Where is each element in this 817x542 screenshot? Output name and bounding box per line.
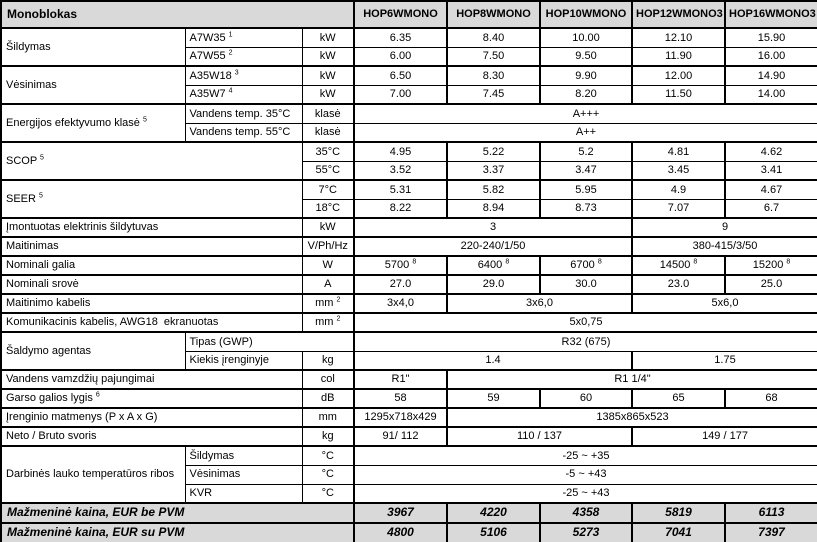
row-sublabel: Vandens temp. 35°C: [185, 104, 302, 123]
unit-cell: dB: [302, 389, 354, 408]
value-cell: 7.50: [447, 47, 540, 66]
table-row: [1, 332, 817, 351]
value-cell: 3x6,0: [447, 294, 632, 313]
value-cell: 58: [354, 389, 447, 408]
value-cell: 8.30: [447, 66, 540, 85]
value-cell: 4.9: [632, 180, 725, 199]
price-value-cell: 4220: [447, 503, 540, 523]
row-label: SEER $^5$: [1, 180, 302, 218]
table-row: [1, 275, 817, 294]
footnote-marker: 5: [39, 192, 43, 200]
value-cell: 59: [447, 389, 540, 408]
value-cell: A++: [354, 123, 817, 142]
row-label: Vandens vamzdžių pajungimai: [1, 370, 302, 389]
value-cell: 3.45: [632, 161, 725, 180]
footnote-marker: 5: [142, 116, 147, 124]
footnote-marker: 8: [597, 258, 602, 266]
footnote-marker: 4: [228, 87, 233, 95]
value-cell: 5700 $^8$: [354, 256, 447, 275]
value-cell: 14.00: [725, 85, 817, 104]
footnote-marker: 2: [336, 315, 341, 323]
value-cell: 5x6,0: [632, 294, 817, 313]
row-label: Darbinės lauko temperatūros ribos: [1, 446, 185, 503]
value-cell: 15.90: [725, 28, 817, 47]
value-cell: 91/ 112: [354, 427, 447, 446]
row-label: Įrenginio matmenys (P x A x G): [1, 408, 302, 427]
table-row: [1, 294, 817, 313]
value-cell: 9: [632, 218, 817, 237]
unit-cell: kW: [302, 218, 354, 237]
unit-cell: col: [302, 370, 354, 389]
column-header: HOP12WMONO3: [632, 1, 725, 28]
unit-cell: kW: [302, 66, 354, 85]
row-sublabel: KVR: [185, 484, 302, 503]
row-label: Energijos efektyvumo klasė $^5$: [1, 104, 185, 142]
value-cell: 6.35: [354, 28, 447, 47]
value-cell: 3.52: [354, 161, 447, 180]
value-cell: 5.82: [447, 180, 540, 199]
row-sublabel: Vėsinimas: [185, 465, 302, 484]
table-row: [1, 218, 817, 237]
value-cell: 3: [354, 218, 632, 237]
value-cell: 1295x718x429: [354, 408, 447, 427]
footnote-marker: 3: [234, 69, 239, 77]
value-cell: 9.50: [540, 47, 632, 66]
value-cell: 149 / 177: [632, 427, 817, 446]
price-value-cell: 3967: [354, 503, 447, 523]
value-cell: 8.73: [540, 199, 632, 218]
unit-cell: °C: [302, 446, 354, 465]
value-cell: 5.22: [447, 142, 540, 161]
value-cell: -25 ~ +35: [354, 446, 817, 465]
value-cell: R32 (675): [354, 332, 817, 351]
table-row: [1, 370, 817, 389]
value-cell: 110 / 137: [447, 427, 632, 446]
table-row: [1, 180, 817, 199]
unit-cell: klasė: [302, 104, 354, 123]
row-sublabel: Tipas (GWP): [185, 332, 354, 351]
value-cell: 5x0,75: [354, 313, 817, 332]
value-cell: 11.90: [632, 47, 725, 66]
table-row: [1, 256, 817, 275]
table-row: [1, 313, 817, 332]
value-cell: 6.00: [354, 47, 447, 66]
unit-cell: °C: [302, 484, 354, 503]
value-cell: 23.0: [632, 275, 725, 294]
table-row: [1, 1, 817, 28]
column-header: HOP10WMONO: [540, 1, 632, 28]
column-header: HOP16WMONO3: [725, 1, 817, 28]
unit-cell: kg: [302, 351, 354, 370]
footnote-marker: 8: [505, 258, 510, 266]
value-cell: 6.50: [354, 66, 447, 85]
value-cell: 9.90: [540, 66, 632, 85]
table-row: [1, 66, 817, 85]
footnote-marker: 8: [693, 258, 698, 266]
row-label: Garso galios lygis $^6$: [1, 389, 302, 408]
row-label: Neto / Bruto svoris: [1, 427, 302, 446]
value-cell: 8.40: [447, 28, 540, 47]
row-label: Nominali galia: [1, 256, 302, 275]
row-label: Įmontuotas elektrinis šildytuvas: [1, 218, 302, 237]
table-title: Monoblokas: [1, 1, 354, 28]
table-row: [1, 503, 817, 523]
table-row: [1, 237, 817, 256]
unit-cell: 7°C: [302, 180, 354, 199]
value-cell: 5.95: [540, 180, 632, 199]
row-label: Vėsinimas: [1, 66, 185, 104]
value-cell: 27.0: [354, 275, 447, 294]
price-value-cell: 6113: [725, 503, 817, 523]
price-value-cell: 5106: [447, 523, 540, 542]
spec-table-body: [1, 1, 817, 542]
price-row-label: Mažmeninė kaina, EUR be PVM: [1, 503, 354, 523]
value-cell: 16.00: [725, 47, 817, 66]
price-value-cell: 4358: [540, 503, 632, 523]
row-sublabel: Kiekis įrenginyje: [185, 351, 302, 370]
value-cell: A+++: [354, 104, 817, 123]
value-cell: -25 ~ +43: [354, 484, 817, 503]
row-label: SCOP $^5$: [1, 142, 302, 180]
value-cell: 7.00: [354, 85, 447, 104]
table-row: [1, 446, 817, 465]
value-cell: 3x4,0: [354, 294, 447, 313]
value-cell: 7.07: [632, 199, 725, 218]
value-cell: 10.00: [540, 28, 632, 47]
price-value-cell: 5819: [632, 503, 725, 523]
value-cell: 4.62: [725, 142, 817, 161]
footnote-marker: 2: [228, 49, 233, 57]
value-cell: 8.94: [447, 199, 540, 218]
price-value-cell: 7397: [725, 523, 817, 542]
value-cell: 3.47: [540, 161, 632, 180]
price-row-label: Mažmeninė kaina, EUR su PVM: [1, 523, 354, 542]
value-cell: 14500 $^8$: [632, 256, 725, 275]
row-label: Šaldymo agentas: [1, 332, 185, 370]
value-cell: 5.2: [540, 142, 632, 161]
unit-cell: mm: [302, 408, 354, 427]
value-cell: 1.75: [632, 351, 817, 370]
unit-cell: °C: [302, 465, 354, 484]
footnote-marker: 1: [228, 31, 233, 39]
unit-cell: kW: [302, 28, 354, 47]
value-cell: 8.22: [354, 199, 447, 218]
unit-cell: 35°C: [302, 142, 354, 161]
value-cell: 12.10: [632, 28, 725, 47]
value-cell: 15200 $^8$: [725, 256, 817, 275]
unit-cell: W: [302, 256, 354, 275]
price-value-cell: 4800: [354, 523, 447, 542]
row-label: Komunikacinis kabelis, AWG18 ekranuotas: [1, 313, 302, 332]
unit-cell: klasė: [302, 123, 354, 142]
table-row: [1, 389, 817, 408]
value-cell: 4.67: [725, 180, 817, 199]
value-cell: 30.0: [540, 275, 632, 294]
value-cell: 220-240/1/50: [354, 237, 632, 256]
footnote-marker: 8: [786, 258, 791, 266]
row-sublabel: A7W55 $^2$: [185, 47, 302, 66]
value-cell: 7.45: [447, 85, 540, 104]
row-label: Nominali srovė: [1, 275, 302, 294]
table-row: [1, 142, 817, 161]
row-label: Maitinimo kabelis: [1, 294, 302, 313]
value-cell: 3.37: [447, 161, 540, 180]
value-cell: 68: [725, 389, 817, 408]
row-sublabel: A35W7 $^4$: [185, 85, 302, 104]
unit-cell: kW: [302, 85, 354, 104]
value-cell: 12.00: [632, 66, 725, 85]
unit-cell: kW: [302, 47, 354, 66]
value-cell: -5 ~ +43: [354, 465, 817, 484]
value-cell: R1": [354, 370, 447, 389]
footnote-marker: 6: [95, 391, 100, 399]
value-cell: 65: [632, 389, 725, 408]
table-row: [1, 427, 817, 446]
footnote-marker: 2: [336, 296, 341, 304]
value-cell: 4.81: [632, 142, 725, 161]
value-cell: 4.95: [354, 142, 447, 161]
price-value-cell: 5273: [540, 523, 632, 542]
unit-cell: V/Ph/Hz: [302, 237, 354, 256]
value-cell: 6700 $^8$: [540, 256, 632, 275]
value-cell: 8.20: [540, 85, 632, 104]
footnote-marker: 8: [412, 258, 417, 266]
value-cell: 14.90: [725, 66, 817, 85]
row-label: Šildymas: [1, 28, 185, 66]
value-cell: 60: [540, 389, 632, 408]
unit-cell: 18°C: [302, 199, 354, 218]
value-cell: 11.50: [632, 85, 725, 104]
unit-cell: kg: [302, 427, 354, 446]
row-sublabel: A35W18 $^3$: [185, 66, 302, 85]
value-cell: 5.31: [354, 180, 447, 199]
unit-cell: mm $^2$: [302, 294, 354, 313]
unit-cell: mm $^2$: [302, 313, 354, 332]
value-cell: 380-415/3/50: [632, 237, 817, 256]
row-sublabel: Vandens temp. 55°C: [185, 123, 302, 142]
value-cell: 1.4: [354, 351, 632, 370]
column-header: HOP6WMONO: [354, 1, 447, 28]
price-value-cell: 7041: [632, 523, 725, 542]
table-row: [1, 104, 817, 123]
value-cell: 6400 $^8$: [447, 256, 540, 275]
table-row: [1, 523, 817, 542]
unit-cell: A: [302, 275, 354, 294]
column-header: HOP8WMONO: [447, 1, 540, 28]
table-row: [1, 408, 817, 427]
row-sublabel: Šildymas: [185, 446, 302, 465]
row-label: Maitinimas: [1, 237, 302, 256]
unit-cell: 55°C: [302, 161, 354, 180]
value-cell: 6.7: [725, 199, 817, 218]
value-cell: 29.0: [447, 275, 540, 294]
footnote-marker: 5: [40, 154, 44, 162]
table-row: [1, 28, 817, 47]
value-cell: 1385x865x523: [447, 408, 817, 427]
row-sublabel: A7W35 $^1$: [185, 28, 302, 47]
value-cell: R1 1/4": [447, 370, 817, 389]
value-cell: 3.41: [725, 161, 817, 180]
value-cell: 25.0: [725, 275, 817, 294]
